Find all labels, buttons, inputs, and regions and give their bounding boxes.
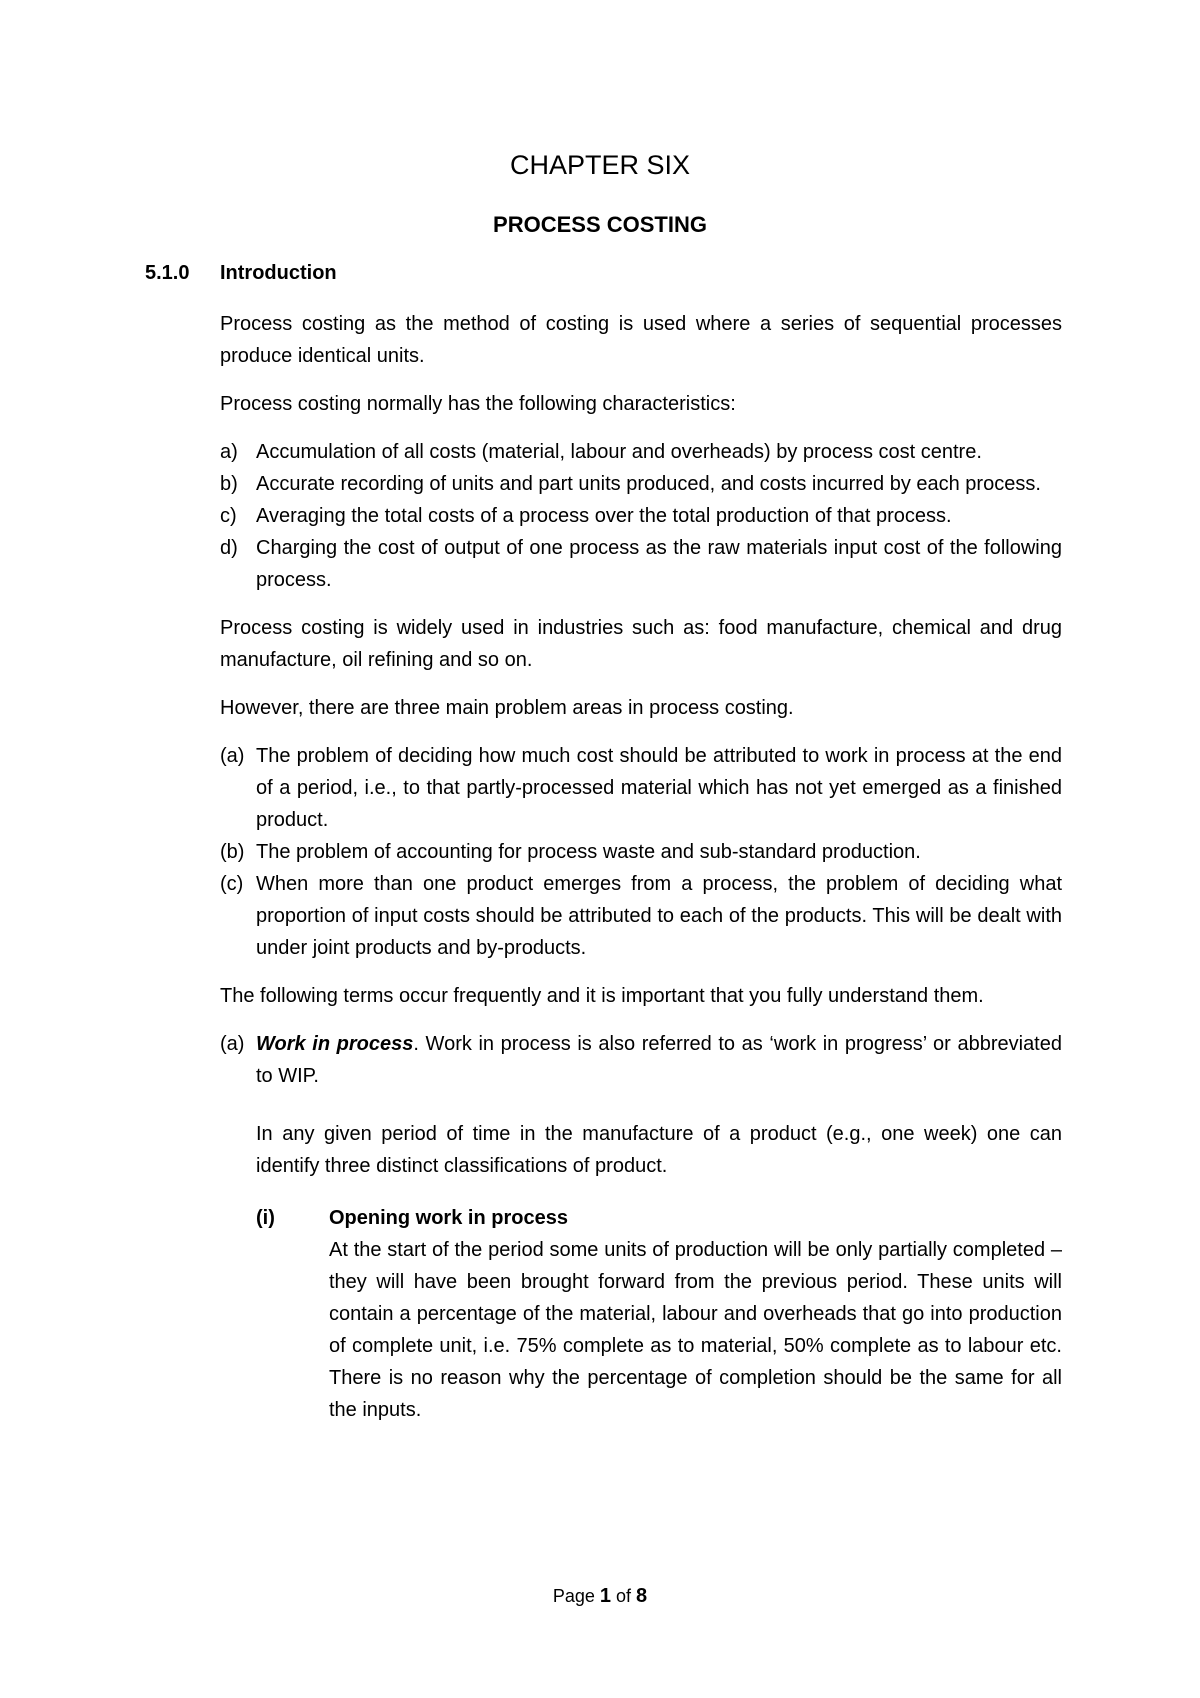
sub-content (329, 1202, 1062, 1426)
page-total: 8 (636, 1585, 648, 1607)
term-item (220, 1028, 1062, 1092)
list-item (220, 436, 1062, 468)
list-item (220, 740, 1062, 836)
list-marker: (b) (220, 841, 245, 863)
list-marker: c) (220, 505, 237, 527)
list-text: Accumulation of all costs (material, labour and overheads) by process cost centre. (256, 441, 982, 463)
paragraph: However, there are three main problem areas in process costing. (220, 697, 794, 719)
list-text: Charging the cost of output of one process as the raw materials input cost of the following process. (256, 537, 1062, 591)
list-item (220, 500, 1062, 532)
list-text: Accurate recording of units and part units produced, and costs incurred by each process. (256, 473, 1041, 495)
paragraph: In any given period of time in the manufacture of a product (e.g., one week) one can identify three distinct classifications of product. (256, 1123, 1062, 1177)
characteristics-list (220, 436, 1062, 596)
list-text: The problem of accounting for process waste and sub-standard production. (256, 841, 921, 863)
sub-text: At the start of the period some units of production will be only partially completed – they will have been brought forward from the previous period. These units will contain a percentage of the material, labour and overheads that go into production of complete unit, i.e. 75% complete as to material, 50% complete as to labour etc. There is no reason why the percentage of completion should be the same for all the inputs. (329, 1239, 1062, 1421)
term-name: Work in process (256, 1033, 414, 1055)
list-item (220, 532, 1062, 596)
page-title: PROCESS COSTING (493, 212, 707, 237)
page-number: 1 (599, 1585, 611, 1607)
list-marker: b) (220, 473, 238, 495)
section-heading (145, 262, 337, 285)
list-marker: d) (220, 537, 238, 559)
of-label: of (616, 1586, 632, 1606)
chapter-title: CHAPTER SIX (509, 150, 691, 180)
term-details (256, 1118, 1062, 1426)
list-marker: (a) (220, 1033, 245, 1055)
paragraph: Process costing normally has the following characteristics: (220, 393, 736, 415)
list-text: When more than one product emerges from a process, the problem of deciding what proportion of input costs should be attributed to each of the products. This will be dealt with under joint products and by-products. (256, 873, 1062, 959)
list-item (220, 868, 1062, 964)
page-footer (0, 1585, 1200, 1608)
term-text: . Work in process is also referred to as ‘work in progress’ or abbreviated to WIP. (256, 1033, 1062, 1087)
problems-list (220, 740, 1062, 964)
list-marker: (c) (220, 873, 244, 895)
section-title: Introduction (220, 262, 337, 284)
term-definition (256, 1028, 1062, 1092)
page-label: Page (552, 1586, 595, 1606)
document-body (220, 308, 1062, 1426)
list-text: Averaging the total costs of a process over the total production of that process. (256, 505, 952, 527)
list-item (220, 468, 1062, 500)
list-marker: (a) (220, 745, 245, 767)
paragraph: Process costing is widely used in industries such as: food manufacture, chemical and drug manufacture, oil refining and so on. (220, 617, 1062, 671)
list-marker: a) (220, 441, 238, 463)
list-text: The problem of deciding how much cost should be attributed to work in process at the end of a period, i.e., to that partly-processed material which has not yet emerged as a finished product. (256, 745, 1062, 831)
sub-title: Opening work in process (329, 1207, 568, 1229)
paragraph: The following terms occur frequently and it is important that you fully understand them. (220, 985, 984, 1007)
paragraph: Process costing as the method of costing is used where a series of sequential processes produce identical units. (220, 313, 1062, 367)
sub-marker: (i) (256, 1207, 275, 1229)
sub-item (256, 1202, 1062, 1426)
list-item (220, 836, 1062, 868)
section-number: 5.1.0 (145, 262, 190, 284)
